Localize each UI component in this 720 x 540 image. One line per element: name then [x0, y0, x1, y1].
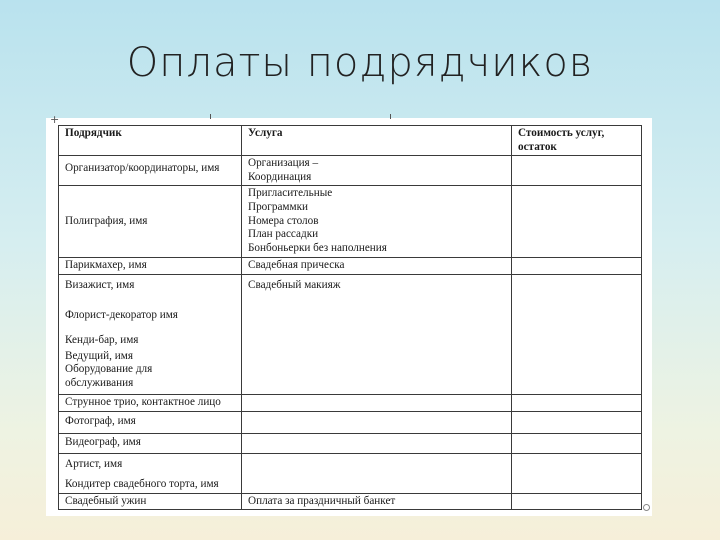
- cost-cell: [512, 274, 642, 394]
- table-resize-handle-icon[interactable]: [643, 504, 650, 511]
- contractor-cell: Фотограф, имя: [59, 411, 242, 433]
- contractor-cell: Видеограф, имя: [59, 433, 242, 453]
- cost-cell: [512, 186, 642, 258]
- service-cell: [242, 433, 512, 453]
- cost-cell: [512, 258, 642, 275]
- service-cell: [242, 394, 512, 411]
- contractors-table: [58, 125, 642, 510]
- table-row: [59, 274, 642, 394]
- cost-cell: [512, 156, 642, 186]
- service-cell: Свадебный макияж: [242, 274, 512, 394]
- slide-title: Оплаты подрядчиков: [126, 40, 594, 86]
- contractor-cell: Артист, имя Кондитер свадебного торта, имя: [59, 453, 242, 493]
- table-row: [59, 394, 642, 411]
- table-row: [59, 156, 642, 186]
- contractor-cell: Струнное трио, контактное лицо: [59, 394, 242, 411]
- contractor-cell: Полиграфия, имя: [59, 186, 242, 258]
- contractor-cell: Организатор/координаторы, имя: [59, 156, 242, 186]
- table-row: [59, 433, 642, 453]
- column-marker-icon: [390, 114, 391, 119]
- column-marker-icon: [210, 114, 211, 119]
- table-move-handle-icon[interactable]: +: [50, 113, 60, 126]
- service-cell: [242, 453, 512, 493]
- table-row: [59, 258, 642, 275]
- service-cell: Оплата за праздничный банкет: [242, 493, 512, 510]
- header-service: Услуга: [242, 126, 512, 156]
- contractor-cell: Парикмахер, имя: [59, 258, 242, 275]
- table-header-row: [59, 126, 642, 156]
- table-row: [59, 453, 642, 493]
- service-cell: Организация – Координация: [242, 156, 512, 186]
- header-cost: Стоимость услуг, остаток: [512, 126, 642, 156]
- service-cell: Пригласительные Программки Номера столов План рассадки Бонбоньерки без наполнения: [242, 186, 512, 258]
- cost-cell: [512, 453, 642, 493]
- header-contractor: Подрядчик: [59, 126, 242, 156]
- table-row: [59, 493, 642, 510]
- service-cell: [242, 411, 512, 433]
- cost-cell: [512, 394, 642, 411]
- cost-cell: [512, 493, 642, 510]
- contractor-cell: Свадебный ужин: [59, 493, 242, 510]
- contractor-cell: Визажист, имя Флорист-декоратор имя Кенди-бар, имя Ведущий, имя Оборудование для обслуживания: [59, 274, 242, 394]
- service-cell: Свадебная прическа: [242, 258, 512, 275]
- table-row: [59, 186, 642, 258]
- cost-cell: [512, 411, 642, 433]
- cost-cell: [512, 433, 642, 453]
- table-row: [59, 411, 642, 433]
